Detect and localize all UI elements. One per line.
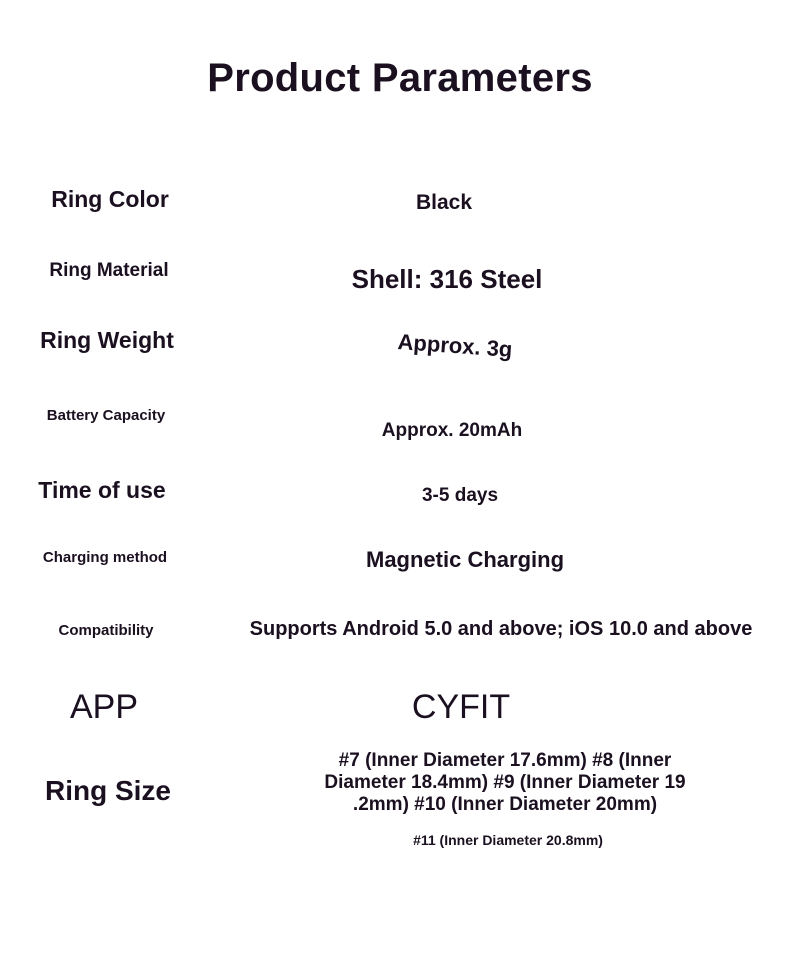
param-label-compatibility: Compatibility (58, 622, 154, 639)
param-label-ring-material: Ring Material (49, 260, 169, 281)
param-label-charging-method: Charging method (42, 549, 168, 566)
param-label-ring-weight: Ring Weight (40, 327, 174, 353)
param-value-app: CYFIT (411, 688, 511, 726)
param-value-ring-weight: Approx. 3g (396, 329, 514, 362)
param-label-battery-capacity: Battery Capacity (46, 407, 166, 424)
ring-size-line: .2mm) #10 (Inner Diameter 20mm) (352, 794, 658, 815)
param-value-ring-color: Black (415, 191, 473, 214)
page-title: Product Parameters (207, 56, 593, 100)
param-value-battery-capacity: Approx. 20mAh (381, 420, 523, 441)
ring-size-line: Diameter 18.4mm) #9 (Inner Diameter 19 (324, 772, 686, 793)
param-value-charging-method: Magnetic Charging (365, 547, 565, 572)
param-value-time-of-use: 3-5 days (421, 485, 499, 506)
param-label-ring-color: Ring Color (51, 186, 169, 212)
param-value-ring-material: Shell: 316 Steel (351, 264, 543, 294)
ring-size-line: #7 (Inner Diameter 17.6mm) #8 (Inner (338, 750, 672, 771)
param-value-ring-size (324, 750, 685, 816)
param-label-app: APP (69, 688, 139, 726)
param-value-compatibility: Supports Android 5.0 and above; iOS 10.0 and above (249, 618, 753, 640)
param-label-ring-size: Ring Size (44, 775, 172, 806)
param-label-time-of-use: Time of use (38, 477, 166, 503)
param-value-ring-size-extra: #11 (Inner Diameter 20.8mm) (413, 832, 603, 848)
